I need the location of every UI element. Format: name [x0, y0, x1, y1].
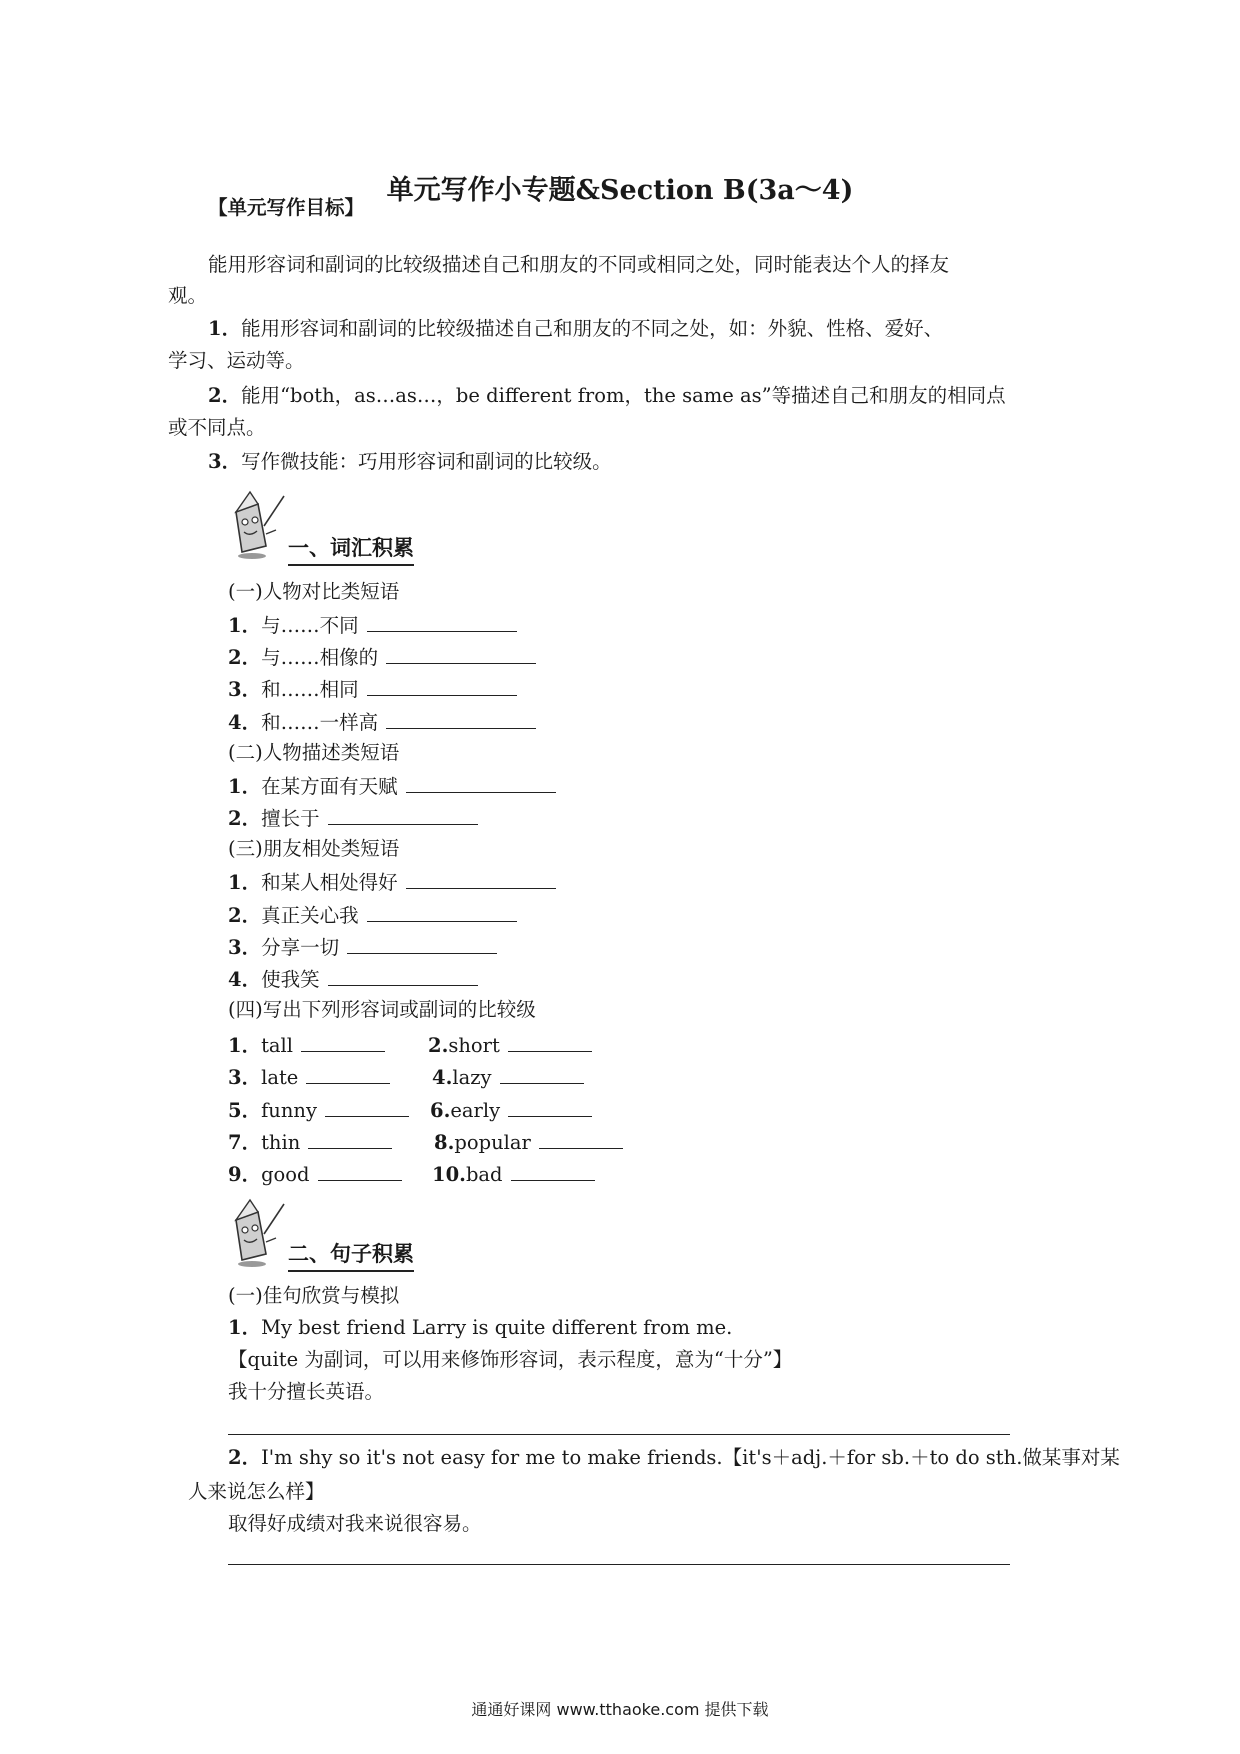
- list-item: [228, 614, 517, 636]
- word-num: 10.: [432, 1163, 466, 1186]
- answer-blank[interactable]: [406, 871, 556, 889]
- answer-blank[interactable]: [318, 1163, 402, 1181]
- item-num: 4．: [228, 968, 262, 991]
- answer-line[interactable]: [228, 1564, 1010, 1565]
- word-item: [428, 1034, 592, 1056]
- section1-sub3: (三)朋友相处类短语: [228, 837, 400, 860]
- item-text: 与……相像的: [261, 646, 379, 669]
- word-num: 9．: [228, 1163, 262, 1186]
- answer-blank[interactable]: [500, 1066, 584, 1084]
- answer-blank[interactable]: [406, 775, 556, 793]
- word-item: [434, 1131, 623, 1153]
- list-item: [228, 871, 556, 893]
- goal-item-1-text: 能用形容词和副词的比较级描述自己和朋友的不同之处，如：外貌、性格、爱好、: [241, 317, 944, 340]
- sentence-2-cont: 人来说怎么样】: [188, 1480, 325, 1503]
- word-item: [432, 1163, 595, 1185]
- item-num: 2．: [228, 646, 262, 669]
- goal-item-1: [208, 319, 943, 339]
- answer-blank[interactable]: [328, 968, 478, 986]
- list-item: [228, 807, 478, 829]
- item-text: 和某人相处得好: [261, 871, 398, 894]
- page-title: 单元写作小专题&Section B(3a～4): [386, 175, 854, 206]
- item-text: 和……一样高: [261, 711, 379, 734]
- answer-blank[interactable]: [301, 1034, 385, 1052]
- section2-sub1: (一)佳句欣赏与模拟: [228, 1284, 400, 1307]
- list-item: [228, 904, 517, 926]
- item-text: 分享一切: [261, 936, 340, 959]
- pencil-mascot-icon: [228, 1198, 288, 1270]
- goals-intro-line2: 观。: [168, 284, 208, 307]
- item-num: 1．: [228, 614, 262, 637]
- item-num: 1．: [228, 775, 262, 798]
- word-text: bad: [465, 1163, 503, 1186]
- list-item: [228, 936, 497, 958]
- answer-blank[interactable]: [325, 1099, 409, 1117]
- word-item: [228, 1066, 390, 1088]
- word-text: funny: [261, 1099, 317, 1122]
- list-item: [228, 775, 556, 797]
- word-num: 4.: [432, 1066, 453, 1089]
- answer-blank[interactable]: [347, 936, 497, 954]
- word-item: [228, 1163, 402, 1185]
- goal-item-3-num: 3．: [208, 450, 242, 473]
- sentence-1: [228, 1318, 732, 1338]
- goal-item-2-num: 2．: [208, 384, 242, 407]
- answer-blank[interactable]: [328, 807, 478, 825]
- word-text: popular: [454, 1131, 531, 1154]
- goal-item-1-cont: 学习、运动等。: [168, 349, 305, 372]
- answer-blank[interactable]: [367, 678, 517, 696]
- sentence-2-num: 2．: [228, 1446, 262, 1469]
- sentence-1-note: 【quite 为副词，可以用来修饰形容词，表示程度，意为“十分”】: [228, 1348, 793, 1371]
- list-item: [228, 711, 536, 733]
- goals-heading: 【单元写作目标】: [208, 196, 365, 219]
- word-num: 3．: [228, 1066, 262, 1089]
- word-item: [228, 1034, 385, 1056]
- item-num: 2．: [228, 807, 262, 830]
- section1-sub1: (一)人物对比类短语: [228, 580, 400, 603]
- word-num: 8.: [434, 1131, 455, 1154]
- answer-blank[interactable]: [367, 614, 517, 632]
- answer-blank[interactable]: [306, 1066, 390, 1084]
- answer-blank[interactable]: [308, 1131, 392, 1149]
- goal-item-1-num: 1．: [208, 317, 242, 340]
- answer-blank[interactable]: [511, 1163, 595, 1181]
- list-item: [228, 646, 536, 668]
- word-text: late: [261, 1066, 299, 1089]
- sentence-1-text: My best friend Larry is quite different from me.: [261, 1316, 733, 1339]
- word-num: 5．: [228, 1099, 262, 1122]
- word-num: 6.: [430, 1099, 451, 1122]
- goal-item-2-cont: 或不同点。: [168, 416, 266, 439]
- item-text: 和……相同: [261, 678, 359, 701]
- answer-blank[interactable]: [508, 1099, 592, 1117]
- section1-sub4: (四)写出下列形容词或副词的比较级: [228, 998, 536, 1021]
- item-num: 2．: [228, 904, 262, 927]
- answer-blank[interactable]: [386, 646, 536, 664]
- section1-heading: 一、词汇积累: [288, 532, 414, 566]
- word-num: 2.: [428, 1034, 449, 1057]
- sentence-2-text: I'm shy so it's not easy for me to make friends.【it's＋adj.＋for sb.＋to do sth.做某事对某: [261, 1446, 1120, 1469]
- word-text: lazy: [452, 1066, 492, 1089]
- word-text: early: [450, 1099, 501, 1122]
- word-text: tall: [261, 1034, 294, 1057]
- word-item: [228, 1099, 409, 1121]
- word-item: [228, 1131, 392, 1153]
- goals-intro-line1: 能用形容词和副词的比较级描述自己和朋友的不同或相同之处，同时能表达个人的择友: [208, 253, 950, 276]
- answer-blank[interactable]: [367, 904, 517, 922]
- item-num: 3．: [228, 936, 262, 959]
- goal-item-3: [208, 452, 612, 472]
- word-text: good: [261, 1163, 310, 1186]
- list-item: [228, 678, 517, 700]
- word-text: short: [448, 1034, 500, 1057]
- sentence-2: [228, 1448, 1120, 1468]
- sentence-1-num: 1．: [228, 1316, 262, 1339]
- section1-sub2: (二)人物描述类短语: [228, 741, 400, 764]
- goal-item-2: [208, 386, 1006, 406]
- item-num: 4．: [228, 711, 262, 734]
- goal-item-2-text: 能用“both，as…as…，be different from，the same as”等描述自己和朋友的相同点: [241, 384, 1006, 407]
- sentence-1-task: 我十分擅长英语。: [228, 1380, 385, 1403]
- answer-blank[interactable]: [539, 1131, 623, 1149]
- item-text: 真正关心我: [261, 904, 359, 927]
- sentence-2-task: 取得好成绩对我来说很容易。: [228, 1512, 482, 1535]
- word-item: [430, 1099, 592, 1121]
- item-text: 在某方面有天赋: [261, 775, 398, 798]
- footer-credit: 通通好课网 www.tthaoke.com 提供下载: [471, 1700, 769, 1719]
- word-item: [432, 1066, 584, 1088]
- word-num: 1．: [228, 1034, 262, 1057]
- answer-blank[interactable]: [386, 711, 536, 729]
- section2-heading: 二、句子积累: [288, 1238, 414, 1272]
- item-text: 擅长于: [261, 807, 320, 830]
- item-text: 使我笑: [261, 968, 320, 991]
- item-text: 与……不同: [261, 614, 359, 637]
- answer-blank[interactable]: [508, 1034, 592, 1052]
- goal-item-3-text: 写作微技能：巧用形容词和副词的比较级。: [241, 450, 612, 473]
- list-item: [228, 968, 478, 990]
- answer-line[interactable]: [228, 1434, 1010, 1435]
- word-num: 7．: [228, 1131, 262, 1154]
- word-text: thin: [261, 1131, 301, 1154]
- pencil-mascot-icon: [228, 490, 288, 562]
- item-num: 1．: [228, 871, 262, 894]
- item-num: 3．: [228, 678, 262, 701]
